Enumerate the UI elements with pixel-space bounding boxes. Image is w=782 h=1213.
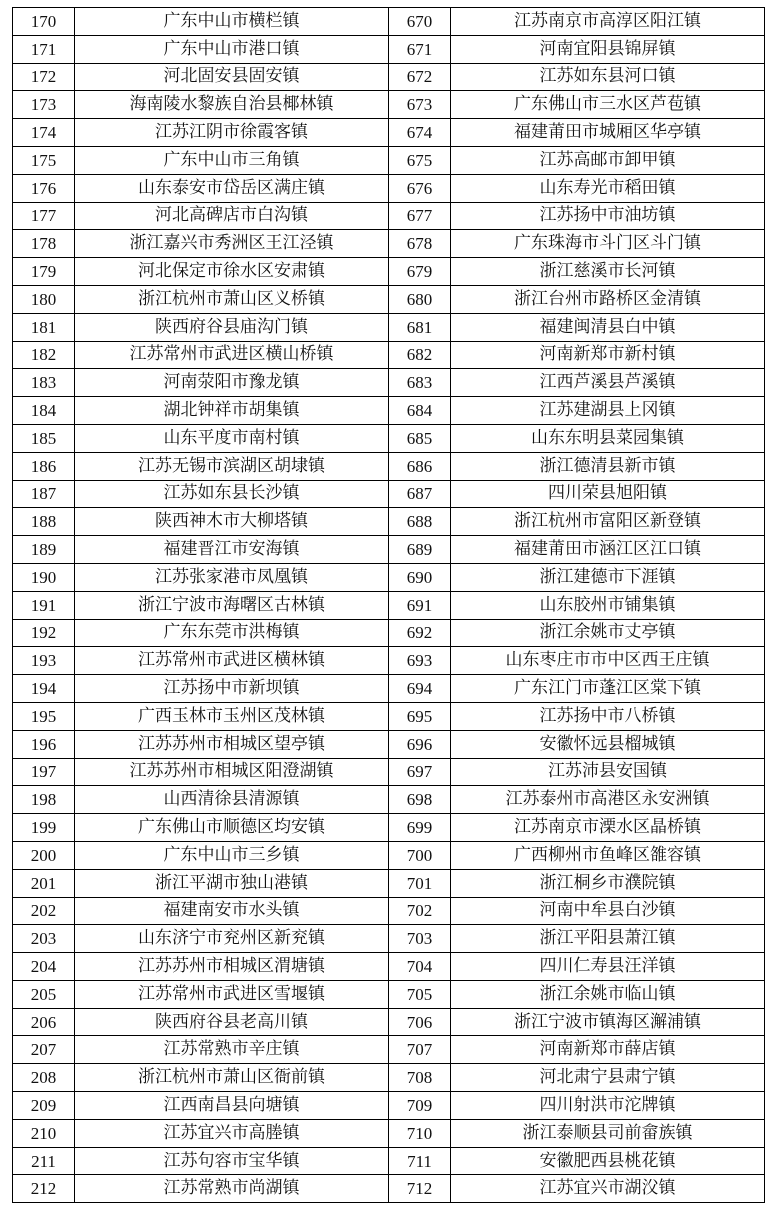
table-row bbox=[13, 63, 765, 91]
right-rank-cell: 708 bbox=[389, 1064, 451, 1092]
left-rank-cell: 205 bbox=[13, 980, 75, 1008]
left-town-name-cell: 陕西府谷县庙沟门镇 bbox=[75, 313, 389, 341]
table-row bbox=[13, 786, 765, 814]
left-rank-cell: 193 bbox=[13, 647, 75, 675]
right-town-name-cell: 河南宜阳县锦屏镇 bbox=[451, 35, 765, 63]
right-rank-cell: 681 bbox=[389, 313, 451, 341]
right-town-name-cell: 山东寿光市稻田镇 bbox=[451, 174, 765, 202]
left-town-name-cell: 江苏张家港市凤凰镇 bbox=[75, 563, 389, 591]
left-rank-cell: 175 bbox=[13, 146, 75, 174]
left-town-name-cell: 河北高碑店市白沟镇 bbox=[75, 202, 389, 230]
right-town-name-cell: 江苏扬中市八桥镇 bbox=[451, 702, 765, 730]
table-row bbox=[13, 1064, 765, 1092]
right-rank-cell: 704 bbox=[389, 953, 451, 981]
right-town-name-cell: 江苏建湖县上冈镇 bbox=[451, 397, 765, 425]
left-town-name-cell: 江苏扬中市新坝镇 bbox=[75, 675, 389, 703]
left-rank-cell: 212 bbox=[13, 1175, 75, 1203]
table-row bbox=[13, 480, 765, 508]
left-town-name-cell: 江苏江阴市徐霞客镇 bbox=[75, 119, 389, 147]
left-rank-cell: 208 bbox=[13, 1064, 75, 1092]
left-rank-cell: 184 bbox=[13, 397, 75, 425]
right-town-name-cell: 福建莆田市涵江区江口镇 bbox=[451, 536, 765, 564]
right-town-name-cell: 河南中牟县白沙镇 bbox=[451, 897, 765, 925]
left-town-name-cell: 江苏苏州市相城区渭塘镇 bbox=[75, 953, 389, 981]
left-rank-cell: 209 bbox=[13, 1092, 75, 1120]
left-rank-cell: 190 bbox=[13, 563, 75, 591]
left-town-name-cell: 海南陵水黎族自治县椰林镇 bbox=[75, 91, 389, 119]
table-row bbox=[13, 647, 765, 675]
table-row bbox=[13, 341, 765, 369]
right-rank-cell: 679 bbox=[389, 258, 451, 286]
right-rank-cell: 695 bbox=[389, 702, 451, 730]
right-town-name-cell: 浙江宁波市镇海区澥浦镇 bbox=[451, 1008, 765, 1036]
right-town-name-cell: 河南新郑市薛店镇 bbox=[451, 1036, 765, 1064]
left-town-name-cell: 江苏苏州市相城区阳澄湖镇 bbox=[75, 758, 389, 786]
right-rank-cell: 689 bbox=[389, 536, 451, 564]
table-row bbox=[13, 1092, 765, 1120]
table-row bbox=[13, 508, 765, 536]
right-town-name-cell: 浙江余姚市丈亭镇 bbox=[451, 619, 765, 647]
table-row bbox=[13, 258, 765, 286]
left-rank-cell: 191 bbox=[13, 591, 75, 619]
right-rank-cell: 670 bbox=[389, 8, 451, 36]
right-rank-cell: 700 bbox=[389, 841, 451, 869]
left-rank-cell: 179 bbox=[13, 258, 75, 286]
right-town-name-cell: 浙江慈溪市长河镇 bbox=[451, 258, 765, 286]
left-rank-cell: 195 bbox=[13, 702, 75, 730]
table-row bbox=[13, 869, 765, 897]
left-rank-cell: 177 bbox=[13, 202, 75, 230]
right-town-name-cell: 江苏南京市溧水区晶桥镇 bbox=[451, 814, 765, 842]
right-town-name-cell: 浙江桐乡市濮院镇 bbox=[451, 869, 765, 897]
right-rank-cell: 682 bbox=[389, 341, 451, 369]
left-rank-cell: 200 bbox=[13, 841, 75, 869]
left-rank-cell: 185 bbox=[13, 424, 75, 452]
left-town-name-cell: 广东中山市港口镇 bbox=[75, 35, 389, 63]
table-row bbox=[13, 730, 765, 758]
left-town-name-cell: 江苏常熟市尚湖镇 bbox=[75, 1175, 389, 1203]
table-row bbox=[13, 313, 765, 341]
right-town-name-cell: 广西柳州市鱼峰区雒容镇 bbox=[451, 841, 765, 869]
right-rank-cell: 699 bbox=[389, 814, 451, 842]
table-row bbox=[13, 91, 765, 119]
left-rank-cell: 181 bbox=[13, 313, 75, 341]
left-rank-cell: 192 bbox=[13, 619, 75, 647]
left-town-name-cell: 江苏常州市武进区横山桥镇 bbox=[75, 341, 389, 369]
right-rank-cell: 696 bbox=[389, 730, 451, 758]
left-rank-cell: 182 bbox=[13, 341, 75, 369]
left-town-name-cell: 广东佛山市顺德区均安镇 bbox=[75, 814, 389, 842]
right-town-name-cell: 江苏高邮市卸甲镇 bbox=[451, 146, 765, 174]
town-ranking-document bbox=[12, 7, 765, 1203]
left-town-name-cell: 陕西府谷县老高川镇 bbox=[75, 1008, 389, 1036]
right-town-name-cell: 浙江台州市路桥区金清镇 bbox=[451, 285, 765, 313]
right-rank-cell: 687 bbox=[389, 480, 451, 508]
right-rank-cell: 701 bbox=[389, 869, 451, 897]
table-row bbox=[13, 230, 765, 258]
right-rank-cell: 691 bbox=[389, 591, 451, 619]
right-town-name-cell: 广东珠海市斗门区斗门镇 bbox=[451, 230, 765, 258]
left-rank-cell: 210 bbox=[13, 1119, 75, 1147]
town-ranking-table bbox=[12, 7, 765, 1203]
left-town-name-cell: 福建晋江市安海镇 bbox=[75, 536, 389, 564]
left-town-name-cell: 广东东莞市洪梅镇 bbox=[75, 619, 389, 647]
left-rank-cell: 198 bbox=[13, 786, 75, 814]
right-rank-cell: 707 bbox=[389, 1036, 451, 1064]
left-town-name-cell: 江苏苏州市相城区望亭镇 bbox=[75, 730, 389, 758]
right-rank-cell: 673 bbox=[389, 91, 451, 119]
right-rank-cell: 694 bbox=[389, 675, 451, 703]
left-town-name-cell: 浙江杭州市萧山区衙前镇 bbox=[75, 1064, 389, 1092]
right-rank-cell: 686 bbox=[389, 452, 451, 480]
left-town-name-cell: 江苏常熟市辛庄镇 bbox=[75, 1036, 389, 1064]
right-rank-cell: 680 bbox=[389, 285, 451, 313]
left-rank-cell: 194 bbox=[13, 675, 75, 703]
right-town-name-cell: 浙江建德市下涯镇 bbox=[451, 563, 765, 591]
left-rank-cell: 199 bbox=[13, 814, 75, 842]
left-rank-cell: 204 bbox=[13, 953, 75, 981]
right-town-name-cell: 江西芦溪县芦溪镇 bbox=[451, 369, 765, 397]
right-rank-cell: 685 bbox=[389, 424, 451, 452]
right-rank-cell: 690 bbox=[389, 563, 451, 591]
right-rank-cell: 697 bbox=[389, 758, 451, 786]
right-rank-cell: 698 bbox=[389, 786, 451, 814]
table-row bbox=[13, 397, 765, 425]
left-town-name-cell: 浙江杭州市萧山区义桥镇 bbox=[75, 285, 389, 313]
table-row bbox=[13, 35, 765, 63]
table-row bbox=[13, 1119, 765, 1147]
left-town-name-cell: 江西南昌县向塘镇 bbox=[75, 1092, 389, 1120]
right-rank-cell: 693 bbox=[389, 647, 451, 675]
table-row bbox=[13, 1036, 765, 1064]
right-town-name-cell: 四川射洪市沱牌镇 bbox=[451, 1092, 765, 1120]
table-row bbox=[13, 146, 765, 174]
right-town-name-cell: 浙江余姚市临山镇 bbox=[451, 980, 765, 1008]
table-row bbox=[13, 285, 765, 313]
table-row bbox=[13, 897, 765, 925]
left-town-name-cell: 山东济宁市兖州区新兖镇 bbox=[75, 925, 389, 953]
left-rank-cell: 178 bbox=[13, 230, 75, 258]
left-town-name-cell: 广东中山市三角镇 bbox=[75, 146, 389, 174]
table-row bbox=[13, 619, 765, 647]
table-body bbox=[13, 8, 765, 1203]
left-rank-cell: 211 bbox=[13, 1147, 75, 1175]
right-town-name-cell: 江苏扬中市油坊镇 bbox=[451, 202, 765, 230]
left-town-name-cell: 山东泰安市岱岳区满庄镇 bbox=[75, 174, 389, 202]
table-row bbox=[13, 369, 765, 397]
table-row bbox=[13, 591, 765, 619]
left-town-name-cell: 湖北钟祥市胡集镇 bbox=[75, 397, 389, 425]
right-rank-cell: 692 bbox=[389, 619, 451, 647]
left-rank-cell: 183 bbox=[13, 369, 75, 397]
right-rank-cell: 683 bbox=[389, 369, 451, 397]
left-rank-cell: 176 bbox=[13, 174, 75, 202]
table-row bbox=[13, 202, 765, 230]
left-rank-cell: 196 bbox=[13, 730, 75, 758]
left-rank-cell: 173 bbox=[13, 91, 75, 119]
right-town-name-cell: 广东江门市蓬江区棠下镇 bbox=[451, 675, 765, 703]
left-town-name-cell: 广西玉林市玉州区茂林镇 bbox=[75, 702, 389, 730]
right-rank-cell: 676 bbox=[389, 174, 451, 202]
right-rank-cell: 706 bbox=[389, 1008, 451, 1036]
left-town-name-cell: 江苏常州市武进区横林镇 bbox=[75, 647, 389, 675]
right-town-name-cell: 浙江泰顺县司前畲族镇 bbox=[451, 1119, 765, 1147]
table-row bbox=[13, 1008, 765, 1036]
left-rank-cell: 189 bbox=[13, 536, 75, 564]
right-rank-cell: 688 bbox=[389, 508, 451, 536]
left-rank-cell: 172 bbox=[13, 63, 75, 91]
left-rank-cell: 188 bbox=[13, 508, 75, 536]
right-town-name-cell: 山东东明县菜园集镇 bbox=[451, 424, 765, 452]
left-town-name-cell: 河南荥阳市豫龙镇 bbox=[75, 369, 389, 397]
table-row bbox=[13, 452, 765, 480]
left-rank-cell: 187 bbox=[13, 480, 75, 508]
right-rank-cell: 702 bbox=[389, 897, 451, 925]
left-town-name-cell: 山西清徐县清源镇 bbox=[75, 786, 389, 814]
left-rank-cell: 197 bbox=[13, 758, 75, 786]
right-rank-cell: 703 bbox=[389, 925, 451, 953]
table-row bbox=[13, 119, 765, 147]
right-rank-cell: 672 bbox=[389, 63, 451, 91]
right-town-name-cell: 江苏泰州市高港区永安洲镇 bbox=[451, 786, 765, 814]
left-town-name-cell: 山东平度市南村镇 bbox=[75, 424, 389, 452]
left-rank-cell: 170 bbox=[13, 8, 75, 36]
left-town-name-cell: 浙江嘉兴市秀洲区王江泾镇 bbox=[75, 230, 389, 258]
left-rank-cell: 202 bbox=[13, 897, 75, 925]
left-town-name-cell: 广东中山市三乡镇 bbox=[75, 841, 389, 869]
right-town-name-cell: 江苏如东县河口镇 bbox=[451, 63, 765, 91]
right-rank-cell: 711 bbox=[389, 1147, 451, 1175]
right-town-name-cell: 河北肃宁县肃宁镇 bbox=[451, 1064, 765, 1092]
right-town-name-cell: 江苏宜兴市湖㳇镇 bbox=[451, 1175, 765, 1203]
right-rank-cell: 705 bbox=[389, 980, 451, 1008]
left-town-name-cell: 江苏常州市武进区雪堰镇 bbox=[75, 980, 389, 1008]
right-town-name-cell: 福建莆田市城厢区华亭镇 bbox=[451, 119, 765, 147]
table-row bbox=[13, 1175, 765, 1203]
right-rank-cell: 709 bbox=[389, 1092, 451, 1120]
right-town-name-cell: 安徽怀远县榴城镇 bbox=[451, 730, 765, 758]
right-rank-cell: 677 bbox=[389, 202, 451, 230]
right-rank-cell: 671 bbox=[389, 35, 451, 63]
left-town-name-cell: 浙江平湖市独山港镇 bbox=[75, 869, 389, 897]
right-rank-cell: 712 bbox=[389, 1175, 451, 1203]
table-row bbox=[13, 675, 765, 703]
left-town-name-cell: 江苏宜兴市高塍镇 bbox=[75, 1119, 389, 1147]
left-rank-cell: 171 bbox=[13, 35, 75, 63]
table-row bbox=[13, 536, 765, 564]
left-rank-cell: 207 bbox=[13, 1036, 75, 1064]
right-town-name-cell: 福建闽清县白中镇 bbox=[451, 313, 765, 341]
table-row bbox=[13, 424, 765, 452]
left-town-name-cell: 广东中山市横栏镇 bbox=[75, 8, 389, 36]
table-row bbox=[13, 841, 765, 869]
table-row bbox=[13, 925, 765, 953]
left-town-name-cell: 河北固安县固安镇 bbox=[75, 63, 389, 91]
table-row bbox=[13, 702, 765, 730]
right-town-name-cell: 浙江德清县新市镇 bbox=[451, 452, 765, 480]
right-town-name-cell: 广东佛山市三水区芦苞镇 bbox=[451, 91, 765, 119]
right-rank-cell: 710 bbox=[389, 1119, 451, 1147]
left-rank-cell: 174 bbox=[13, 119, 75, 147]
left-rank-cell: 206 bbox=[13, 1008, 75, 1036]
left-rank-cell: 203 bbox=[13, 925, 75, 953]
table-row bbox=[13, 758, 765, 786]
left-town-name-cell: 陕西神木市大柳塔镇 bbox=[75, 508, 389, 536]
left-town-name-cell: 江苏如东县长沙镇 bbox=[75, 480, 389, 508]
left-town-name-cell: 江苏句容市宝华镇 bbox=[75, 1147, 389, 1175]
right-rank-cell: 678 bbox=[389, 230, 451, 258]
right-town-name-cell: 浙江杭州市富阳区新登镇 bbox=[451, 508, 765, 536]
table-row bbox=[13, 980, 765, 1008]
left-town-name-cell: 江苏无锡市滨湖区胡埭镇 bbox=[75, 452, 389, 480]
right-town-name-cell: 安徽肥西县桃花镇 bbox=[451, 1147, 765, 1175]
left-rank-cell: 201 bbox=[13, 869, 75, 897]
right-town-name-cell: 山东胶州市铺集镇 bbox=[451, 591, 765, 619]
right-town-name-cell: 四川荣县旭阳镇 bbox=[451, 480, 765, 508]
table-row bbox=[13, 1147, 765, 1175]
table-row bbox=[13, 953, 765, 981]
left-rank-cell: 186 bbox=[13, 452, 75, 480]
table-row bbox=[13, 563, 765, 591]
right-town-name-cell: 河南新郑市新村镇 bbox=[451, 341, 765, 369]
right-town-name-cell: 浙江平阳县萧江镇 bbox=[451, 925, 765, 953]
left-town-name-cell: 福建南安市水头镇 bbox=[75, 897, 389, 925]
right-town-name-cell: 山东枣庄市市中区西王庄镇 bbox=[451, 647, 765, 675]
right-town-name-cell: 江苏南京市高淳区阳江镇 bbox=[451, 8, 765, 36]
right-rank-cell: 675 bbox=[389, 146, 451, 174]
table-row bbox=[13, 8, 765, 36]
left-rank-cell: 180 bbox=[13, 285, 75, 313]
right-rank-cell: 674 bbox=[389, 119, 451, 147]
left-town-name-cell: 河北保定市徐水区安肃镇 bbox=[75, 258, 389, 286]
table-row bbox=[13, 174, 765, 202]
table-row bbox=[13, 814, 765, 842]
right-town-name-cell: 江苏沛县安国镇 bbox=[451, 758, 765, 786]
right-town-name-cell: 四川仁寿县汪洋镇 bbox=[451, 953, 765, 981]
right-rank-cell: 684 bbox=[389, 397, 451, 425]
left-town-name-cell: 浙江宁波市海曙区古林镇 bbox=[75, 591, 389, 619]
